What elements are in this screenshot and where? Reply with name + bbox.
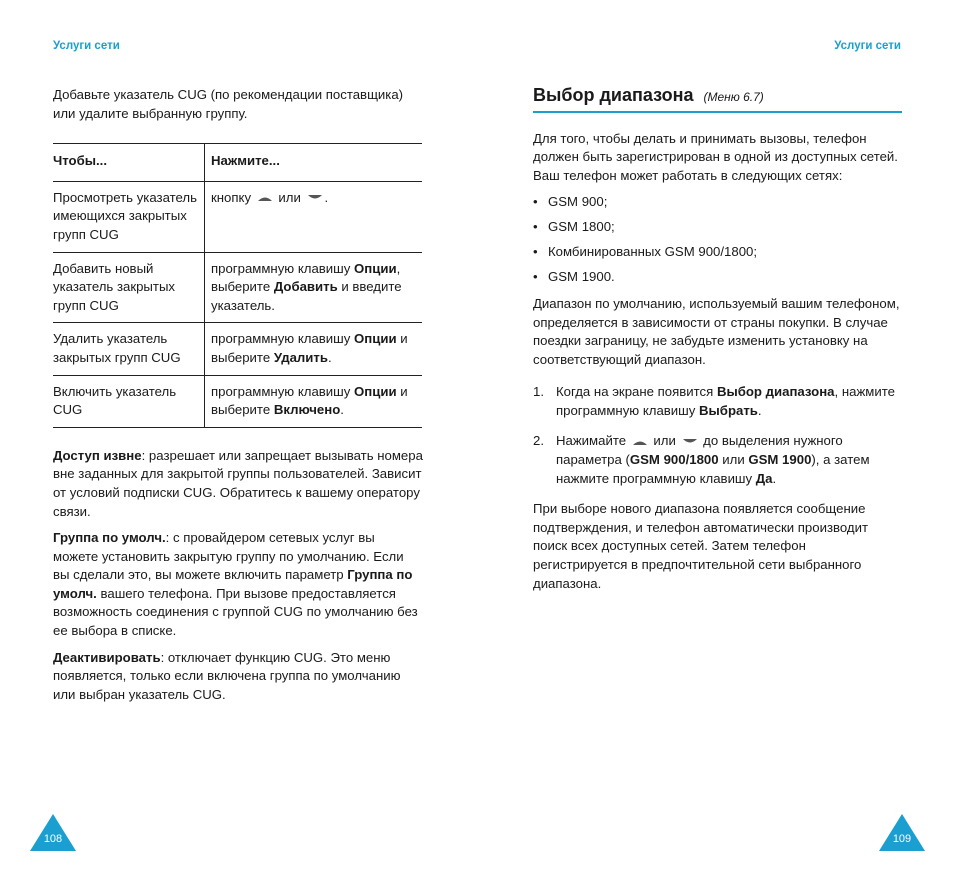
definition-text: : разрешает или запрещает вызывать номера вне заданных для закрытой группы пользователей. Зависит от условий подписки CUG. Обратитесь к вашему оператору связи.: [53, 447, 423, 519]
table-row: [53, 252, 422, 323]
definitions: [53, 447, 423, 705]
definition-text: : отключает функцию CUG. Это меню появляется, только если включена группа по умолчанию или выбран указатель CUG.: [53, 649, 401, 702]
step-bold: Выбор диапазона: [716, 384, 835, 400]
table-header-col2: Нажмите...: [205, 144, 423, 182]
left-section-label: Услуги сети: [53, 40, 120, 52]
right-section-label: Услуги сети: [834, 40, 901, 52]
table-cell-action: Просмотреть указатель имеющихся закрытых групп CUG: [53, 189, 197, 242]
keys-text: программную клавишу: [211, 331, 355, 347]
definition-text: вашего телефона. При вызове предоставляется возможность соединения с группой CUG по умолчанию без ее выбора в списке.: [53, 585, 418, 639]
list-item: • GSM 1800;: [533, 218, 903, 237]
definition-item: [53, 529, 423, 641]
definition-item: [53, 649, 423, 705]
table-cell-action: Включить указатель CUG: [53, 383, 177, 418]
table-cell-keys: [205, 252, 423, 323]
keys-text: и введите указатель.: [211, 279, 402, 313]
menu-add: Добавить: [273, 279, 338, 295]
definition-text: : с провайдером сетевых услуг вы можете установить закрытую группу по умолчанию. Если вы сделали это, вы можете включить параметр: [53, 530, 404, 583]
list-item: • GSM 1900.: [533, 268, 903, 287]
table-row: [53, 181, 422, 252]
step-text: .: [757, 402, 762, 418]
step-item: [533, 383, 903, 420]
softkey-options: Опции: [354, 260, 397, 276]
section-title: Выбор диапазона: [533, 85, 694, 105]
keys-text: кнопку: [211, 189, 252, 205]
step-number: 2.: [533, 433, 544, 449]
menu-reference: (Меню 6.7): [703, 90, 764, 104]
list-item: • GSM 900;: [533, 193, 903, 212]
definition-term: Группа по умолч.: [53, 567, 413, 601]
step-text: или: [653, 433, 676, 449]
step-number: 1.: [533, 384, 544, 400]
keys-text: .: [340, 402, 344, 418]
definition-term: Доступ извне: [53, 447, 142, 463]
steps-list: [533, 383, 903, 488]
step-text: ), а затем нажмите программную клавишу: [556, 452, 870, 486]
definition-term: Группа по умолч.: [53, 530, 166, 546]
section-title-row: [533, 86, 902, 113]
keys-text: , выберите: [211, 260, 401, 295]
softkey-options: Опции: [354, 383, 397, 399]
page-number-text: 108: [43, 833, 63, 845]
page-number-text: 109: [892, 833, 912, 845]
keys-text: .: [324, 189, 329, 205]
definition-term: Деактивировать: [53, 649, 161, 665]
step-item: [533, 432, 903, 488]
menu-enabled: Включено: [273, 402, 341, 418]
closing-text: При выборе нового диапазона появляется сообщение подтверждения, и телефон автоматически производит поиск всех доступных сетей. Затем телефон регистрируется в предпочтительной сети выбранного диапазона.: [533, 501, 869, 591]
step-text: , нажмите программную клавишу: [556, 384, 895, 418]
keys-text: программную клавишу: [211, 260, 355, 276]
step-text: .: [772, 470, 777, 486]
keys-text: .: [327, 349, 332, 365]
nav-up-key-icon: [257, 194, 273, 202]
step-bold: GSM 1900: [748, 452, 812, 468]
default-band-text: Диапазон по умолчанию, используемый вашим телефоном, определяется в зависимости от страны покупки. В случае поездки заграницу, не забудьте изменить установку на соответствующий диапазон.: [533, 295, 900, 367]
step-text: Нажимайте: [556, 433, 627, 449]
table-cell-action: Удалить указатель закрытых групп CUG: [53, 331, 181, 365]
step-text: или: [718, 452, 749, 468]
table-cell-action: Добавить новый указатель закрытых групп CUG: [53, 260, 176, 313]
keys-text: программную клавишу: [211, 383, 355, 399]
list-item: • Комбинированных GSM 900/1800;: [533, 243, 903, 262]
table-row: [53, 375, 422, 427]
page-number-left: [30, 814, 76, 851]
keys-text: и выберите: [211, 331, 408, 365]
step-bold: Выбрать: [699, 402, 758, 418]
left-page: [53, 86, 423, 712]
step-bold: Да: [755, 470, 773, 486]
keys-text: или: [278, 189, 301, 205]
table-header-row: [53, 144, 422, 182]
nav-down-key-icon: [682, 438, 698, 446]
nav-up-key-icon: [632, 438, 648, 446]
table-cell-keys: [205, 323, 423, 375]
right-page: [533, 86, 903, 593]
step-bold: GSM 900/1800: [629, 452, 719, 468]
definition-item: [53, 447, 423, 521]
page-number-right: [879, 814, 925, 851]
table-cell-keys: [205, 181, 423, 252]
softkey-options: Опции: [354, 331, 397, 347]
keys-text: и выберите: [211, 383, 408, 418]
table-row: [53, 323, 422, 375]
nav-down-key-icon: [307, 194, 323, 202]
step-text: Когда на экране появится: [556, 384, 717, 400]
right-intro: Для того, чтобы делать и принимать вызовы, телефон должен быть зарегистрирован в одной из доступных сетей. Ваш телефон может работать в следующих сетях:: [533, 130, 898, 183]
table-cell-keys: [205, 375, 423, 427]
step-text: до выделения нужного параметра (: [556, 433, 843, 468]
menu-delete: Удалить: [273, 349, 328, 365]
band-list: [533, 193, 903, 287]
table-header-col1: Чтобы...: [53, 153, 108, 169]
left-intro: Добавьте указатель CUG (по рекомендации поставщика) или удалите выбранную группу.: [53, 87, 404, 121]
cug-table: [53, 143, 422, 428]
